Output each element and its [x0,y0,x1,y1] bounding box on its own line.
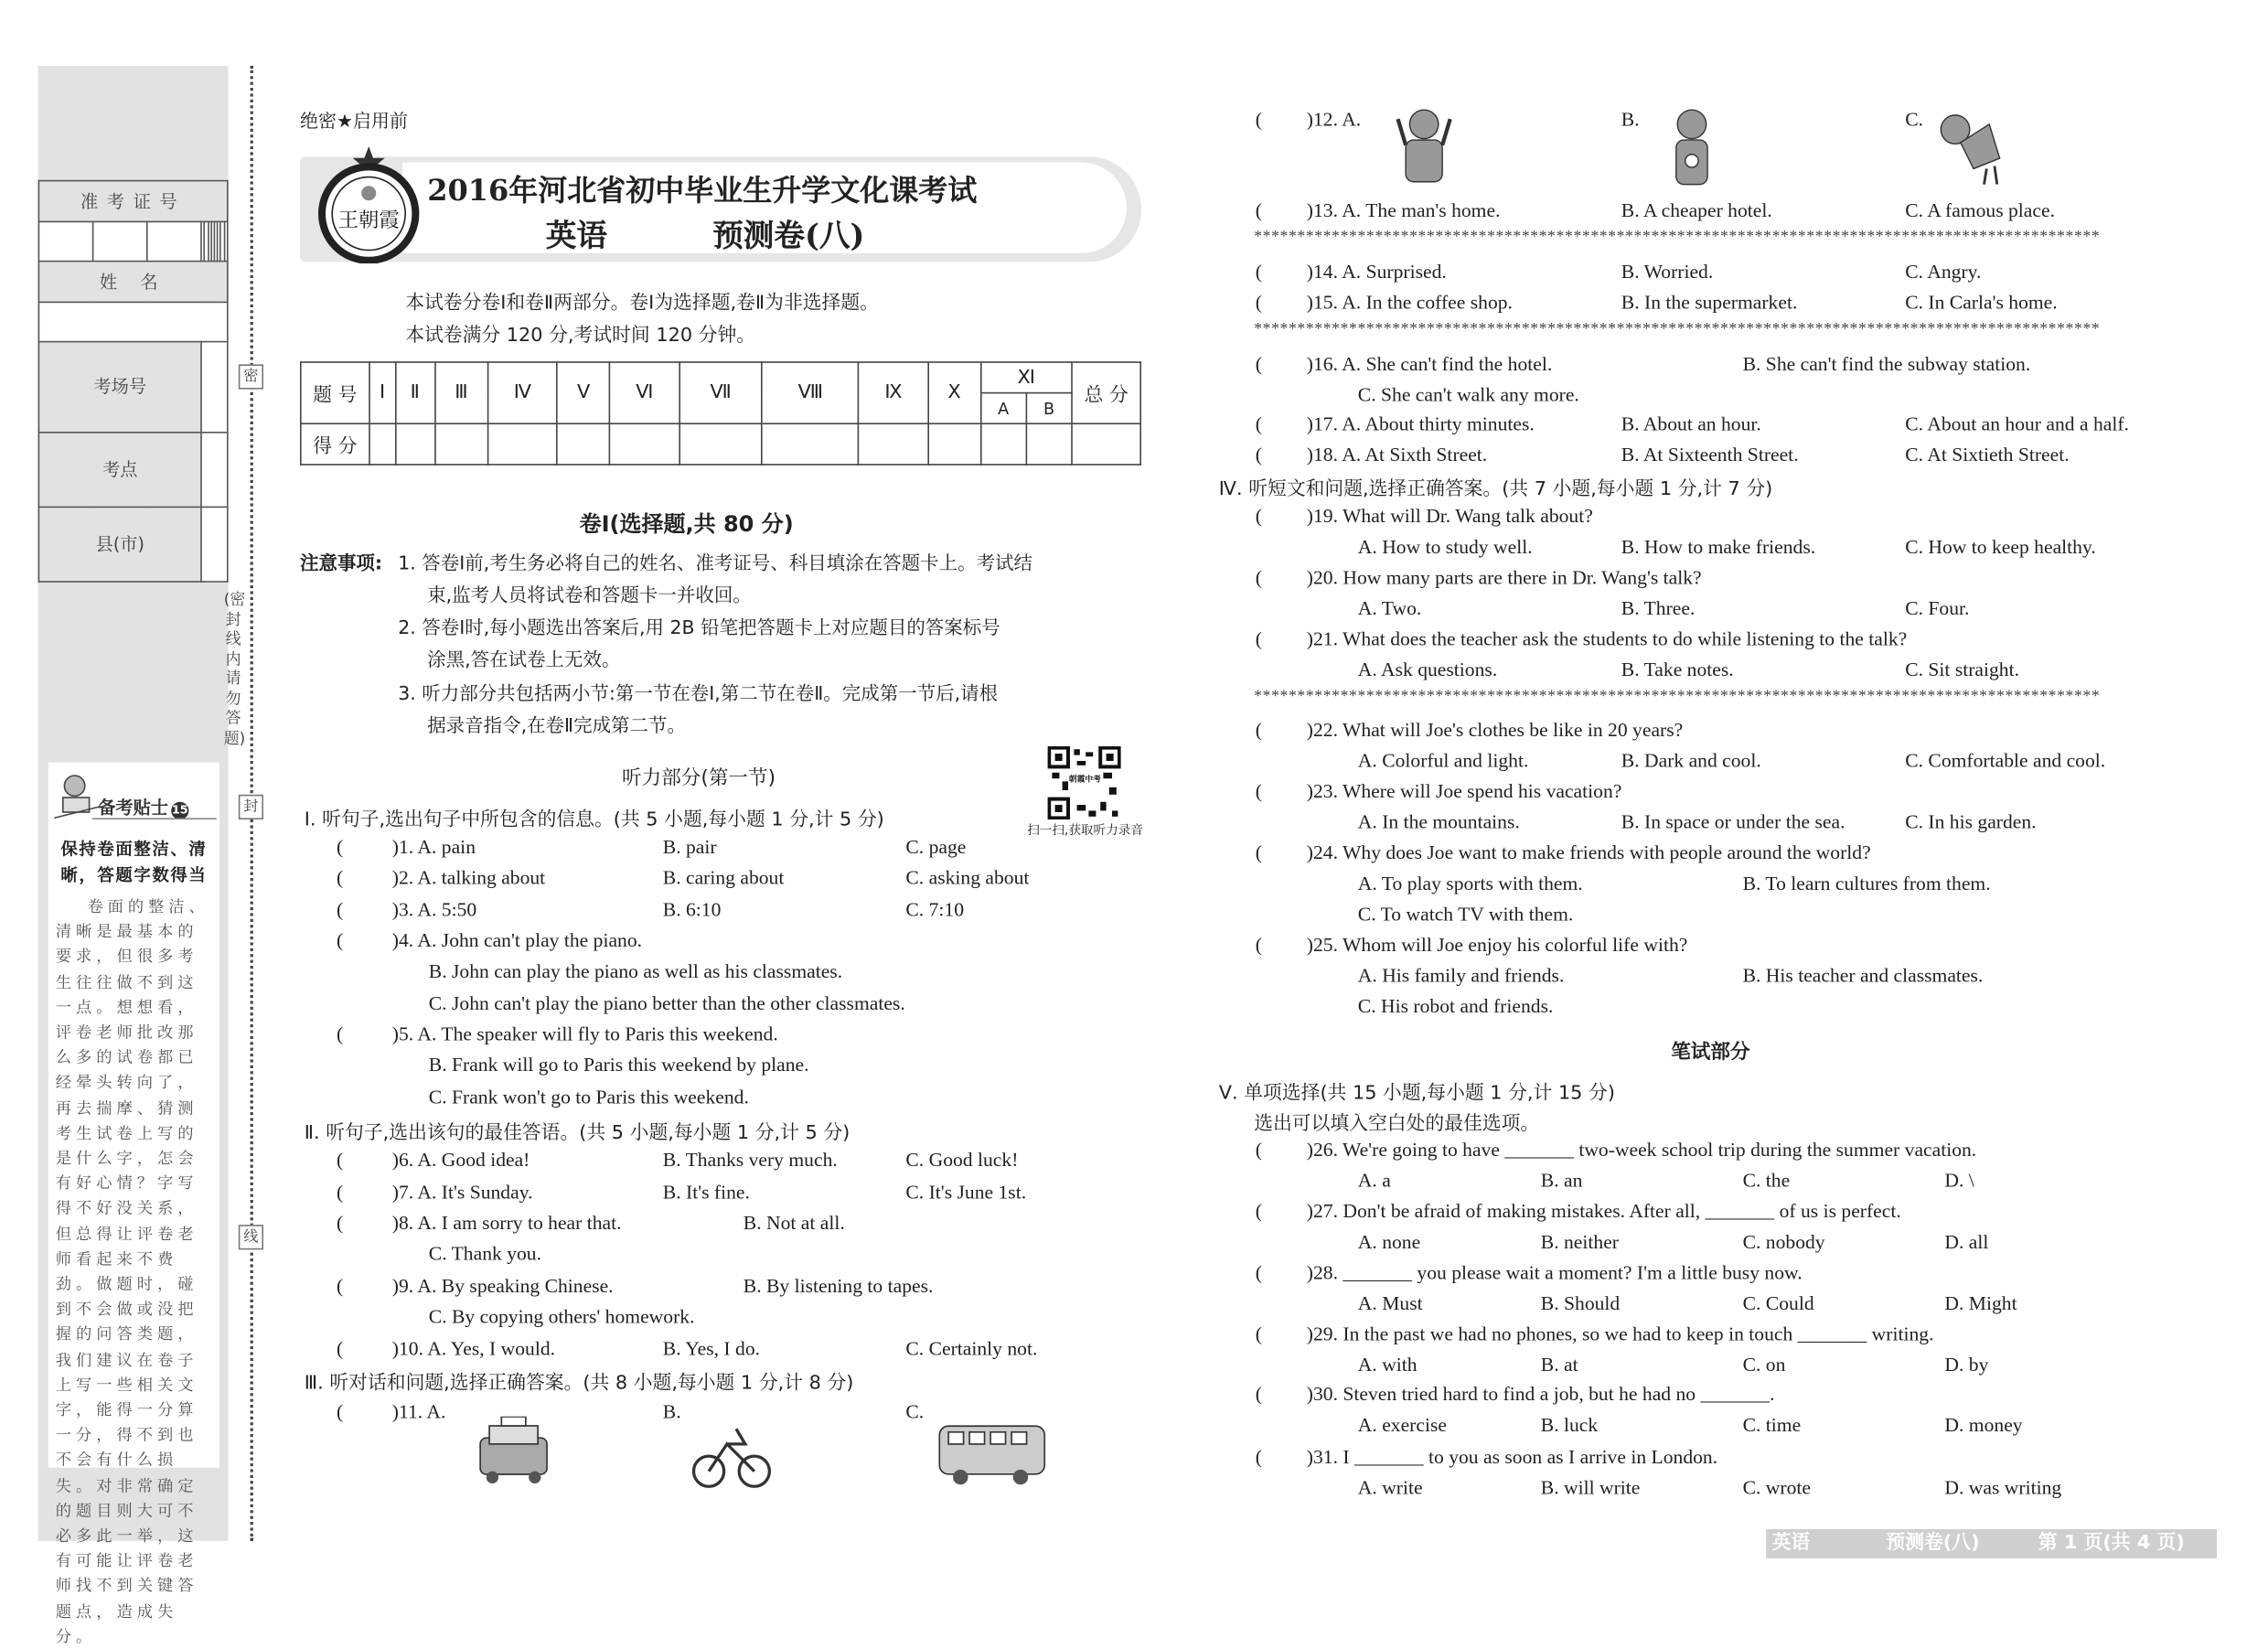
exam-id-box[interactable] [224,221,228,261]
option[interactable]: B. [662,1400,681,1423]
option[interactable]: C. To watch TV with them. [1357,902,1574,925]
option[interactable]: C. Good luck! [905,1149,1019,1171]
option[interactable]: C. 7:10 [905,898,965,921]
option[interactable]: C. Comfortable and cool. [1905,749,2106,772]
option[interactable]: )5. A. The speaker will fly to Paris this weekend. [391,1023,778,1045]
option[interactable]: B. Thanks very much. [662,1149,838,1171]
score-cell[interactable] [434,423,487,465]
score-table [300,361,1141,466]
answer-blank[interactable]: ( [1255,1322,1262,1345]
option[interactable]: B. She can't find the subway station. [1742,352,2031,375]
answer-blank[interactable]: ( [337,1023,344,1045]
subject-label: 英语 [545,216,607,253]
score-cell[interactable] [1072,423,1140,465]
score-col-header: Ⅵ [610,362,679,423]
score-cell[interactable] [369,423,395,465]
county-label: 县(市) [38,507,201,582]
option[interactable]: B. In space or under the sea. [1621,810,1845,833]
option[interactable]: C. the [1742,1169,1791,1192]
exam-subtitle [546,212,865,256]
section-4-heading: Ⅳ. 听短文和问题,选择正确答案。(共 7 小题,每小题 1 分,计 7 分) [1218,478,1773,501]
option[interactable]: )4. A. John can't play the piano. [391,929,643,951]
question-stem: )30. Steven tried hard to find a job, but he had no _______. [1306,1383,1775,1405]
score-cell[interactable] [610,423,679,465]
option[interactable]: A. His family and friends. [1357,964,1565,987]
score-cell[interactable] [679,423,763,465]
name-field[interactable] [38,302,227,341]
answer-blank[interactable]: ( [1255,779,1262,802]
man-holding-head-icon [1390,102,1463,199]
listening-title: 听力部分(第一节) [622,766,776,790]
option[interactable]: B. Take notes. [1621,658,1734,680]
exam-id-box[interactable] [147,221,201,261]
written-part-title: 笔试部分 [1671,1040,1750,1065]
option[interactable]: C. [905,1400,925,1423]
section-5-heading: Ⅴ. 单项选择(共 15 小题,每小题 1 分,计 15 分) [1218,1083,1615,1105]
answer-blank[interactable]: ( [1255,1138,1262,1161]
question-stem: )29. In the past we had no phones, so we had to keep in touch _______ writing. [1306,1322,1934,1345]
answer-blank[interactable]: ( [1255,505,1262,527]
option[interactable]: )12. A. [1306,108,1362,131]
question-stem: )19. What will Dr. Wang talk about? [1306,505,1593,527]
option[interactable]: )2. A. talking about [391,866,546,889]
option[interactable]: A. none [1357,1230,1421,1253]
exam-id-box[interactable] [93,221,147,261]
option[interactable]: D. \ [1944,1169,1974,1192]
seal-mark-mi: 密 [239,364,263,389]
question-stem: )26. We're going to have _______ two-week school trip during the summer vacation. [1306,1138,1977,1161]
option[interactable]: )13. A. The man's home. [1306,198,1501,221]
question-stem: )28. _______ you please wait a moment? I'm a little busy now. [1306,1261,1803,1284]
option[interactable]: C. His robot and friends. [1357,994,1554,1017]
option[interactable]: B. To learn cultures from them. [1742,872,1991,894]
part1-title: 卷Ⅰ(选择题,共 80 分) [579,510,794,538]
score-col-header: Ⅰ [369,362,395,423]
option[interactable]: )14. A. Surprised. [1306,260,1447,283]
option[interactable]: )11. A. [391,1400,446,1423]
answer-blank[interactable]: ( [1255,352,1262,375]
option[interactable]: C. In Carla's home. [1905,291,2058,314]
score-cell[interactable] [1026,423,1072,465]
option[interactable]: C. A famous place. [1905,198,2055,221]
tips-number: 15 [171,802,188,819]
option[interactable]: A. Two. [1357,596,1422,619]
option[interactable]: B. Three. [1621,596,1696,619]
tips-body: 卷面的整洁、清晰是最基本的要求，但很多考生往往做不到这一点。想想看，评卷老师批改那么多的试卷都已经晕头转向了，再去揣摩、猜测考生试卷上写的是什么字，怎会有好心情？字写得不好没关系，但总得让评卷老师看起来不费劲。做题时，碰到不会做或没把握的问答类题，我们建议在卷子上写一些相关文字，能得一分算一分，得不到也不会有什么损失。对非常确定的题目则大可不必多此一举，这有可能让评卷老师找不到关键答题点，造成失分。 [55,896,209,1646]
option[interactable]: B. Not at all. [743,1211,845,1234]
note-line: 2. 答卷Ⅰ时,每小题选出答案后,用 2B 铅笔把答题卡上对应题目的答案标号 [398,617,1000,640]
answer-blank[interactable]: ( [337,1274,344,1297]
answer-blank[interactable]: ( [1255,260,1262,283]
room-label: 考场号 [38,342,201,433]
confidential-label: 绝密★启用前 [300,110,408,132]
option[interactable]: )18. A. At Sixth Street. [1306,443,1488,466]
answer-blank[interactable]: ( [1255,841,1262,863]
score-cell[interactable] [980,423,1026,465]
option[interactable]: A. In the mountains. [1357,810,1520,833]
option[interactable]: B. Frank will go to Paris this weekend by plane. [428,1054,809,1076]
option[interactable]: C. She can't walk any more. [1357,383,1579,406]
student-info-form [38,180,229,583]
option[interactable]: )1. A. pain [391,835,476,858]
answer-blank[interactable]: ( [337,835,344,858]
exam-title: 2016年河北省初中毕业生升学文化课考试 [427,172,978,209]
option[interactable]: B. an [1540,1169,1583,1192]
option[interactable]: C. In his garden. [1905,810,2037,833]
tips-title: 备考贴士 15 [98,798,188,819]
option[interactable]: A. Ask questions. [1357,658,1498,680]
section-2-heading: Ⅱ. 听句子,选出该句的最佳答语。(共 5 小题,每小题 1 分,计 5 分) [304,1122,850,1145]
option[interactable]: C. Angry. [1905,260,1982,283]
note-line: 3. 听力部分共包括两小节:第一节在卷Ⅰ,第二节在卷Ⅱ。完成第一节后,请根 [398,683,999,706]
score-cell[interactable] [763,423,860,465]
exam-id-label: 准考证号 [38,181,227,222]
option[interactable]: )9. A. By speaking Chinese. [391,1274,614,1297]
option[interactable]: A. with [1357,1353,1418,1376]
answer-blank[interactable]: ( [337,1337,344,1360]
score-cell[interactable] [395,423,434,465]
question-stem: )24. Why does Joe want to make friends with people around the world? [1306,841,1871,863]
answer-blank[interactable]: ( [1255,627,1262,650]
question-stem: )27. Don't be afraid of making mistakes. After all, _______ of us is perfect. [1306,1200,1901,1222]
option[interactable]: A. Colorful and light. [1357,749,1529,772]
option[interactable]: )6. A. Good idea! [391,1149,530,1171]
option[interactable]: C. It's June 1st. [905,1181,1027,1204]
option[interactable]: A. Must [1357,1291,1423,1314]
score-col-header: Ⅶ [679,362,763,423]
answer-blank[interactable]: ( [1255,933,1262,956]
tips-heading: 保持卷面整洁、清晰，答题字数得当 [60,838,208,885]
answer-blank[interactable]: ( [1255,1383,1262,1405]
score-col-xi-b: B [1026,393,1072,424]
option[interactable]: C. Could [1742,1291,1814,1314]
question-stem: )20. How many parts are there in Dr. Wang's talk? [1306,566,1702,589]
score-cell[interactable] [557,423,610,465]
separator: ************************************************************************************************** [1254,688,2101,706]
answer-blank[interactable]: ( [337,1211,344,1234]
option[interactable]: D. all [1944,1230,1989,1253]
seal-mark-xian: 线 [239,1225,263,1249]
score-cell[interactable] [859,423,927,465]
option[interactable]: C. How to keep healthy. [1905,535,2096,558]
total-label: 总 分 [1072,362,1140,423]
answer-blank[interactable]: ( [1255,412,1262,435]
option[interactable]: C. Four. [1905,596,1970,619]
option[interactable]: C. wrote [1742,1476,1811,1499]
option[interactable]: )17. A. About thirty minutes. [1306,412,1535,435]
separator: ************************************************************************************************** [1254,228,2101,246]
girl-reading-icon [54,771,101,820]
option[interactable]: B. It's fine. [662,1181,750,1204]
option[interactable]: C. Thank you. [428,1243,541,1266]
option[interactable]: A. To play sports with them. [1357,872,1583,894]
score-col-header: Ⅴ [557,362,610,423]
option[interactable]: B. John can play the piano as well as his classmates. [428,960,843,983]
option[interactable]: B. At Sixteenth Street. [1621,443,1799,466]
option[interactable]: B. neither [1540,1230,1619,1253]
option[interactable]: C. asking about [905,866,1030,889]
option[interactable]: D. money [1944,1413,2023,1436]
room-field[interactable] [201,342,228,433]
man-holding-stomach-icon [1658,102,1731,199]
note-line: 涂黑,答在试卷上无效。 [427,649,621,672]
qr-label: 朝霞中考 [1068,774,1102,784]
exam-id-box[interactable] [38,221,92,261]
option[interactable]: )7. A. It's Sunday. [391,1181,533,1204]
option[interactable]: B. A cheaper hotel. [1621,198,1772,221]
option[interactable]: B. By listening to tapes. [743,1274,934,1297]
option[interactable]: C. About an hour and a half. [1905,412,2129,435]
option[interactable]: )3. A. 5:50 [391,898,477,921]
site-label: 考点 [38,433,201,508]
option[interactable]: B. Yes, I do. [662,1337,761,1360]
section-3-heading: Ⅲ. 听对话和问题,选择正确答案。(共 8 小题,每小题 1 分,计 8 分) [304,1372,854,1395]
question-stem: )31. I _______ to you as soon as I arrive in London. [1306,1445,1718,1468]
page-footer [1766,1529,2217,1558]
option[interactable]: C. Sit straight. [1905,658,2020,680]
option[interactable]: C. nobody [1742,1230,1825,1253]
answer-blank[interactable]: ( [1255,443,1262,466]
option[interactable]: C. By copying others' homework. [428,1305,695,1328]
option[interactable]: )16. A. She can't find the hotel. [1306,352,1553,375]
note-line: 据录音指令,在卷Ⅱ完成第二节。 [427,715,686,738]
answer-blank[interactable]: ( [1255,1261,1262,1284]
score-col-header: Ⅲ [434,362,487,423]
answer-blank[interactable]: ( [1255,291,1262,314]
man-holding-back-icon [1934,102,2007,199]
score-col-header: Ⅷ [763,362,860,423]
option[interactable]: B. About an hour. [1621,412,1761,435]
answer-blank[interactable]: ( [337,1149,344,1171]
score-col-header: Ⅸ [859,362,927,423]
option[interactable]: C. John can't play the piano better than the other classmates. [428,991,905,1014]
answer-blank[interactable]: ( [337,929,344,951]
question-stem: )21. What does the teacher ask the students to do while listening to the talk? [1306,627,1908,650]
option[interactable]: D. Might [1944,1291,2017,1314]
score-col-header: Ⅹ [928,362,981,423]
option[interactable]: C. on [1742,1353,1786,1376]
separator: ************************************************************************************************** [1254,320,2101,338]
footer-page: 第 1 页(共 4 页) [2038,1532,2185,1555]
answer-blank[interactable]: ( [337,1181,344,1204]
option[interactable]: A. exercise [1357,1413,1447,1436]
option[interactable]: C. Frank won't go to Paris this weekend. [428,1085,749,1108]
answer-blank[interactable]: ( [1255,1445,1262,1468]
note-line: 1. 答卷Ⅰ前,考生务必将自己的姓名、准考证号、科目填涂在答题卡上。考试结 [398,552,1032,575]
option[interactable]: B. Dark and cool. [1621,749,1761,772]
option[interactable]: A. write [1357,1476,1423,1499]
option[interactable]: D. was writing [1944,1476,2062,1499]
footer-subject: 英语 [1771,1532,1811,1555]
taxi-icon [471,1417,556,1495]
option[interactable]: C. At Sixtieth Street. [1905,443,2070,466]
answer-blank[interactable]: ( [337,898,344,921]
name-label: 姓 名 [38,262,227,303]
option[interactable]: B. will write [1540,1476,1641,1499]
option[interactable]: B. at [1540,1353,1578,1376]
option[interactable]: B. Should [1540,1291,1621,1314]
qr-code[interactable] [1048,746,1121,819]
option[interactable]: B. His teacher and classmates. [1742,964,1984,987]
answer-blank[interactable]: ( [337,866,344,889]
tips-divider [92,818,217,819]
question-stem: )25. Whom will Joe enjoy his colorful life with? [1306,933,1688,956]
score-col-xi-a: A [980,393,1026,424]
option[interactable]: )15. A. In the coffee shop. [1306,291,1513,314]
section-1-heading: Ⅰ. 听句子,选出句子中所包含的信息。(共 5 小题,每小题 1 分,计 5 分) [304,808,884,831]
answer-blank[interactable]: ( [1255,108,1262,131]
score-col-header: Ⅳ [488,362,558,423]
publisher-logo [312,146,426,263]
site-field[interactable] [201,433,228,508]
option[interactable]: B. 6:10 [662,898,722,921]
option[interactable]: C. page [905,835,967,858]
answer-blank[interactable]: ( [337,1400,344,1423]
note-line: 束,监考人员将试卷和答题卡一并收回。 [427,585,752,607]
answer-blank[interactable]: ( [1255,718,1262,741]
paper-label: 预测卷(八) [712,216,865,253]
option[interactable]: C. Certainly not. [905,1337,1038,1360]
score-col-header-xi: Ⅺ [980,362,1072,393]
notes-label: 注意事项: [300,552,383,575]
score-cell[interactable] [488,423,558,465]
option[interactable]: B. luck [1540,1413,1599,1436]
score-cell[interactable] [928,423,981,465]
option[interactable]: B. pair [662,835,717,858]
footer-paper: 预测卷(八) [1886,1532,1980,1555]
bicycle-icon [690,1417,776,1495]
option[interactable]: )8. A. I am sorry to hear that. [391,1211,622,1234]
seal-mark-feng: 封 [239,795,263,819]
question-number-label: 题 号 [301,362,369,423]
logo-text: 王朝霞 [337,209,400,232]
answer-blank[interactable]: ( [1255,566,1262,589]
county-field[interactable] [201,507,228,582]
answer-blank[interactable]: ( [1255,1200,1262,1222]
score-row-label: 得 分 [301,423,369,465]
seal-notice: (密封线内请勿答题) [223,591,246,747]
bus-icon [936,1417,1051,1495]
option[interactable]: B. In the supermarket. [1621,291,1798,314]
option[interactable]: D. by [1944,1353,1989,1376]
option[interactable]: C. [1905,108,1924,131]
question-stem: )23. Where will Joe spend his vacation? [1306,779,1622,802]
section-5-instruction: 选出可以填入空白处的最佳选项。 [1254,1113,1540,1136]
option[interactable]: B. How to make friends. [1621,535,1816,558]
option[interactable]: A. a [1357,1169,1391,1192]
intro-line-2: 本试卷满分 120 分,考试时间 120 分钟。 [405,325,756,348]
score-col-header: Ⅱ [395,362,434,423]
answer-blank[interactable]: ( [1255,198,1262,221]
qr-caption: 扫一扫,获取听力录音 [1027,823,1143,839]
intro-line-1: 本试卷分卷Ⅰ和卷Ⅱ两部分。卷Ⅰ为选择题,卷Ⅱ为非选择题。 [405,293,879,315]
option[interactable]: C. time [1742,1413,1802,1436]
option[interactable]: )10. A. Yes, I would. [391,1337,556,1360]
option[interactable]: B. [1621,108,1640,131]
exam-tips-box [48,763,219,1646]
option[interactable]: B. caring about [662,866,785,889]
question-stem: )22. What will Joe's clothes be like in 20 years? [1306,718,1684,741]
option[interactable]: A. How to study well. [1357,535,1533,558]
option[interactable]: B. Worried. [1621,260,1714,283]
